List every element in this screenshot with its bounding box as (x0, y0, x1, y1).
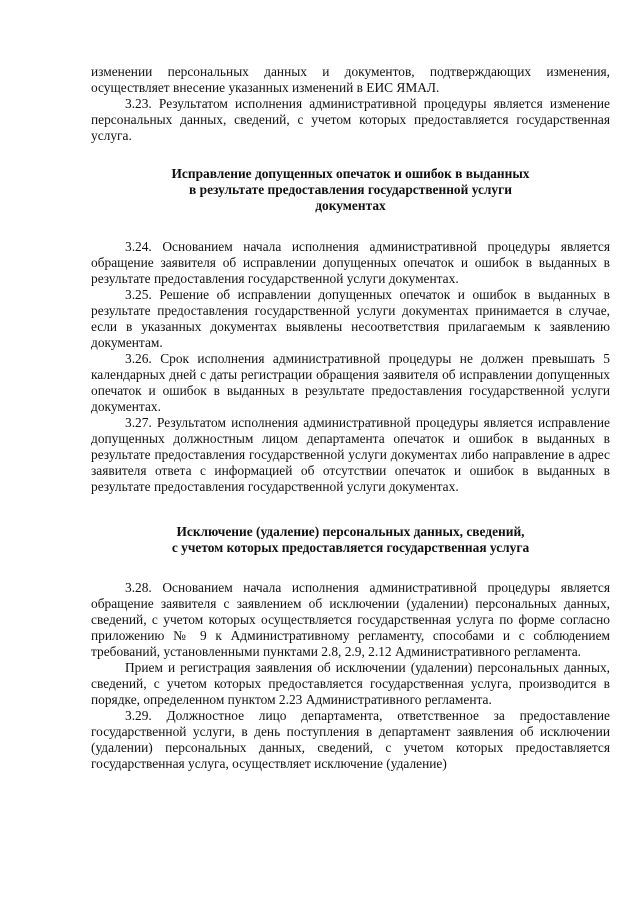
heading-line: в результате предоставления государственной услуги (189, 182, 512, 197)
section-heading-removal (91, 524, 610, 556)
paragraph-3-27: 3.27. Результатом исполнения административной процедуры является исправление допущенных должностным лицом департамента опечаток и ошибок в выданных в результате предоставления государственной услуги документах либо направление в адрес заявителя ответа с информацией об отсутствии опечаток и ошибок в выданных в результате предоставления государственной услуги документах. (91, 415, 610, 494)
paragraph-3-25: 3.25. Решение об исправлении допущенных опечаток и ошибок в выданных в результате предоставления государственной услуги документах принимается в случае, если в указанных документах выявлены несоответствия прилагаемым к заявлению документам. (91, 287, 610, 350)
paragraph-3-28: 3.28. Основанием начала исполнения административной процедуры является обращение заявителя с заявлением об исключении (удалении) персональных данных, сведений, с учетом которых осуществляется государственная услуга по форме согласно приложению № 9 к Административному регламенту, способами и с соблюдением требований, установленными пунктами 2.8, 2.9, 2.12 Административного регламента. (91, 580, 610, 659)
heading-line: документах (315, 198, 386, 213)
paragraph-3-26: 3.26. Срок исполнения административной процедуры не должен превышать 5 календарных дней с даты регистрации обращения заявителя об исправлении допущенных опечаток и ошибок в выданных в результате предоставления государственной услуги документах. (91, 351, 610, 414)
heading-line: Исключение (удаление) персональных данных, сведений, (176, 524, 525, 539)
paragraph-continuation: изменении персональных данных и документов, подтверждающих изменения, осуществляет внесение указанных изменений в ЕИС ЯМАЛ. (91, 64, 610, 95)
paragraph-registration: Прием и регистрация заявления об исключении (удалении) персональных данных, сведений, с учетом которых предоставляется государственная услуга, производится в порядке, определенном пунктом 2.23 Административного регламента. (91, 660, 610, 707)
document-body (91, 64, 610, 772)
section-heading-corrections (91, 166, 610, 214)
heading-line: Исправление допущенных опечаток и ошибок в выданных (171, 166, 530, 181)
paragraph-3-23: 3.23. Результатом исполнения административной процедуры является изменение персональных данных, сведений, с учетом которых предоставляется государственная услуга. (91, 96, 610, 143)
paragraph-3-29: 3.29. Должностное лицо департамента, ответственное за предоставление государственной услуги, в день поступления в департамент заявления об исключении (удалении) персональных данных, сведений, с учетом которых предоставляется государственная услуга, осуществляет исключение (удаление) (91, 708, 610, 771)
heading-line: с учетом которых предоставляется государственная услуга (171, 540, 530, 555)
paragraph-3-24: 3.24. Основанием начала исполнения административной процедуры является обращение заявителя об исправлении допущенных опечаток и ошибок в выданных в результате предоставления государственной услуги документах. (91, 239, 610, 286)
